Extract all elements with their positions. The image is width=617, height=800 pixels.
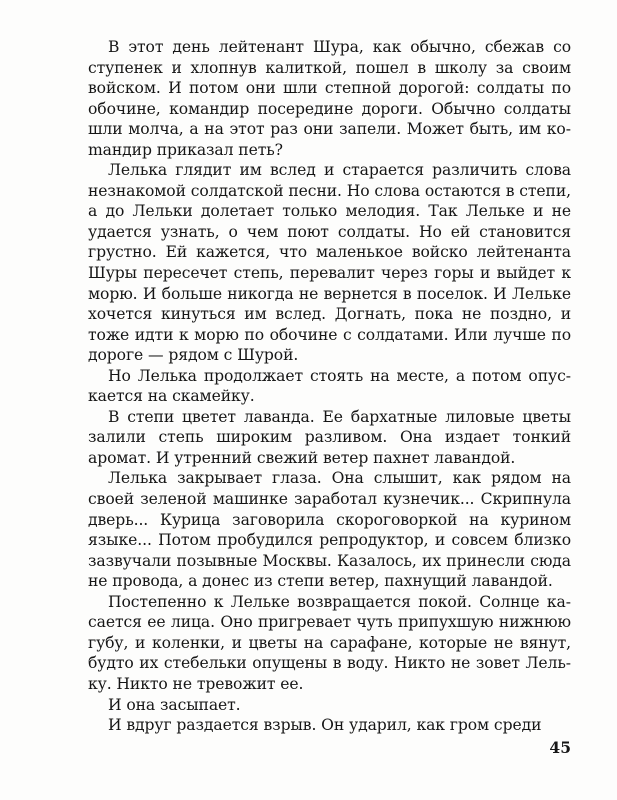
body-text	[88, 37, 571, 736]
paragraph-7: И она засыпает.	[108, 695, 241, 714]
paragraph-1: В этот день лейтенант Шура, как обычно, сбежав со ступенек и хлопнув калиткой, пошел в школу за своим войском. И потом они шли степной дорогой: солдаты по обочине, командир посередине дороги. Обычно солдаты шли молча, а на этот раз они запели. Может быть, им коmандир приказал петь?	[88, 38, 571, 159]
paragraph-8: И вдруг раздается взрыв. Он ударил, как гром среди	[108, 716, 542, 735]
paragraph-5: Лелька закрывает глаза. Она слышит, как рядом на своей зеленой машинке заработал кузнечик... Скрипнула дверь... Курица заговорила скороговоркой на курином языке... Потом пробудился репродуктор, и совсем близко зазвучали позывные Москвы. Казалось, их принесли сюда не провода, а донес из степи ветер, пахнущий лавандой.	[88, 469, 571, 591]
paragraph-6: Постепенно к Лельке возвращается покой. Солнце касается ее лица. Оно пригревает чуть припухшую нижнюю губу, и коленки, и цветы на сарафане, которые не вянут, будто их стебельки опущены в воду. Никто не зовет Лельку. Никто не тревожит ее.	[88, 592, 571, 693]
paragraph-4: В степи цветет лаванда. Ее бархатные лиловые цветы залили степь широким разливом. Она издает тонкий аромат. И утренний свежий ветер пахнет лавандой.	[88, 407, 571, 467]
paragraph-3: Но Лелька продолжает стоять на месте, а потом опускается на скамейку.	[88, 366, 571, 406]
paragraph-2: Лелька глядит им вслед и старается различить слова незнакомой солдатской песни. Но слова остаются в степи, а до Лельки долетает только мелодия. Так Лельке и не удается узнать, о чем поют солдаты. Но ей становится грустно. Ей кажется, что маленькое войско лейтенанта Шуры пересечет степь, перевалит через горы и выйдет к морю. И больше никогда не вернется в поселок. И Лельке хочется кинуться им вслед. Догнать, пока не поздно, и тоже идти к морю по обочине с солдатами. Или лучше по дороге — рядом с Шурой.	[88, 161, 571, 365]
page-number: 45	[549, 738, 571, 757]
